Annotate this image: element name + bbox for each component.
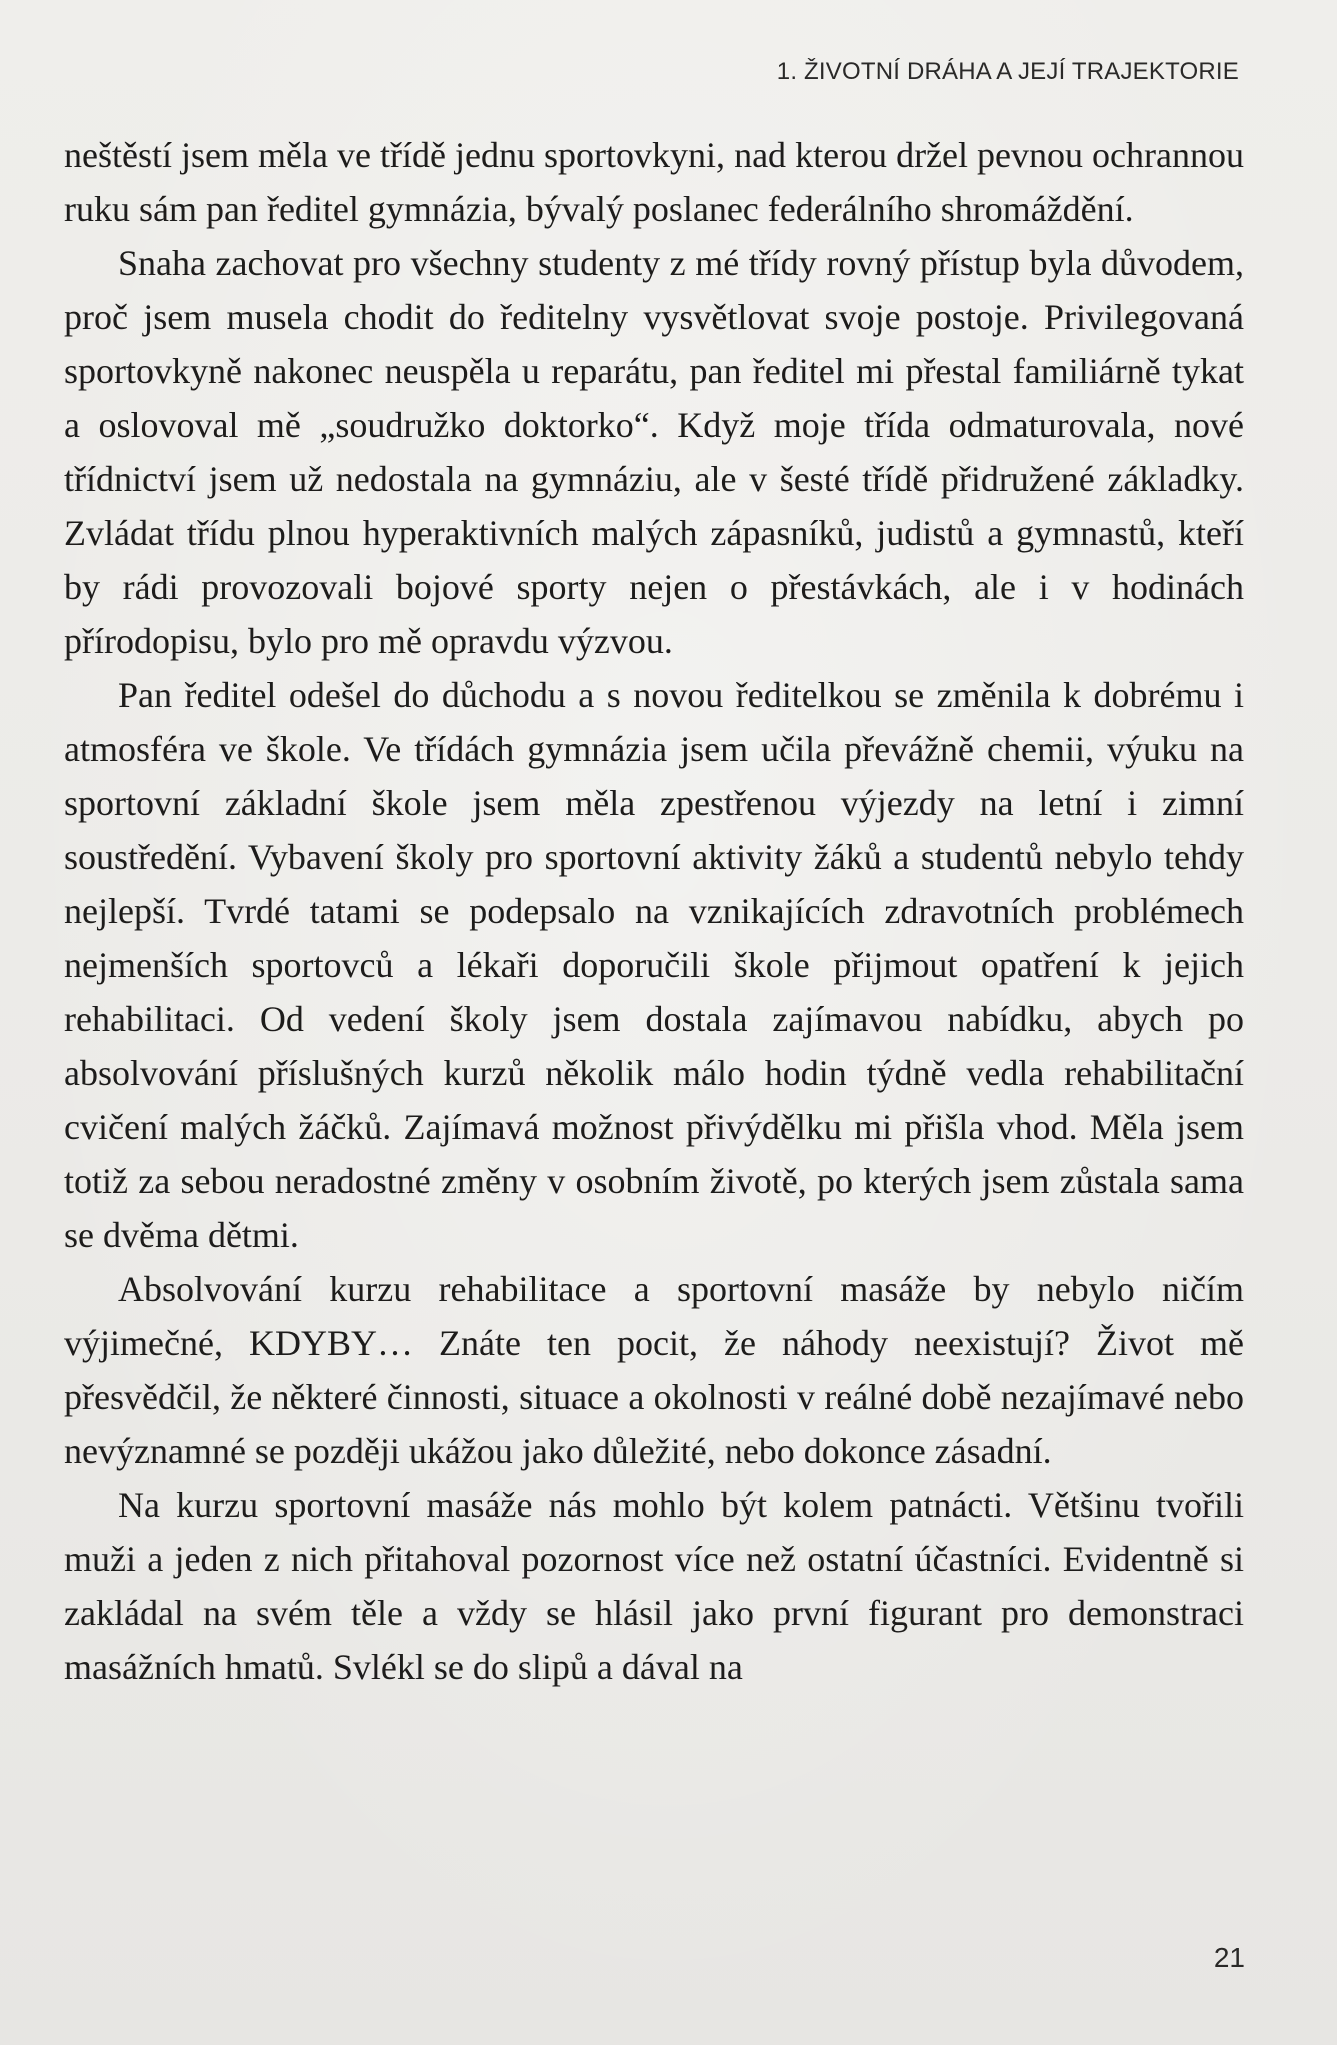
- body-text: [64, 128, 1244, 1694]
- paragraph-5: Na kurzu sportovní masáže nás mohlo být kolem patnácti. Většinu tvořili muži a jeden z nich přitahoval pozornost více než ostatní účastníci. Evidentně si zakládal na svém těle a vždy se hlásil jako první figurant pro demonstraci masážních hmatů. Svlékl se do slipů a dával na: [64, 1485, 1244, 1687]
- paragraph-4: Absolvování kurzu rehabilitace a sportovní masáže by nebylo ničím výjimečné, KDYBY… Znáte ten pocit, že náhody neexistují? Život mě přesvědčil, že některé činnosti, situace a okolnosti v reálné době nezajímavé nebo nevýznamné se později ukážou jako důležité, nebo dokonce zásadní.: [64, 1269, 1244, 1471]
- paragraph-3: Pan ředitel odešel do důchodu a s novou ředitelkou se změnila k dobrému i atmosféra ve škole. Ve třídách gymnázia jsem učila převážně chemii, výuku na sportovní základní škole jsem měla zpestřenou výjezdy na letní i zimní soustředění. Vybavení školy pro sportovní aktivity žáků a studentů nebylo tehdy nejlepší. Tvrdé tatami se podepsalo na vznikajících zdravotních problémech nejmenších sportovců a lékaři doporučili škole přijmout opatření k jejich rehabilitaci. Od vedení školy jsem dostala zajímavou nabídku, abych po absolvování příslušných kurzů několik málo hodin týdně vedla rehabilitační cvičení malých žáčků. Zajímavá možnost přivýdělku mi přišla vhod. Měla jsem totiž za sebou neradostné změny v osobním životě, po kterých jsem zůstala sama se dvěma dětmi.: [64, 675, 1244, 1255]
- running-header: 1. ŽIVOTNÍ DRÁHA A JEJÍ TRAJEKTORIE: [776, 58, 1239, 85]
- paragraph-2: Snaha zachovat pro všechny studenty z mé třídy rovný přístup byla důvodem, proč jsem musela chodit do ředitelny vysvětlovat svoje postoje. Privilegovaná sportovkyně nakonec neuspěla u reparátu, pan ředitel mi přestal familiárně tykat a oslovoval mě „soudružko doktorko“. Když moje třída odmaturovala, nové třídnictví jsem už nedostala na gymnáziu, ale v šesté třídě přidružené základky. Zvládat třídu plnou hyperaktivních malých zápasníků, judistů a gymnastů, kteří by rádi provozovali bojové sporty nejen o přestávkách, ale i v hodinách přírodopisu, bylo pro mě opravdu výzvou.: [64, 243, 1244, 661]
- paragraph-1: neštěstí jsem měla ve třídě jednu sportovkyni, nad kterou držel pevnou ochrannou ruku sám pan ředitel gymnázia, bývalý poslanec federálního shromáždění.: [64, 135, 1244, 229]
- page-number: 21: [1213, 1942, 1245, 1973]
